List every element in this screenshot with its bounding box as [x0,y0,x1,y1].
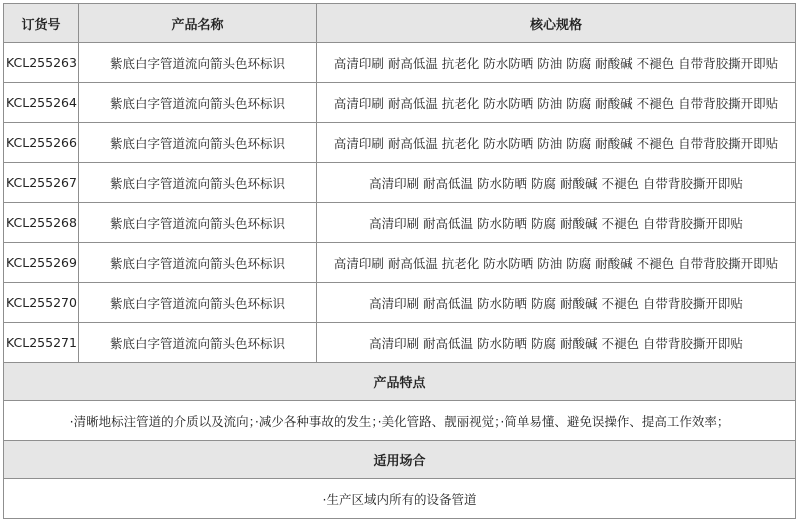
order-number-cell: KCL255267 [4,163,79,203]
product-name-cell: 紫底白字管道流向箭头色环标识 [79,83,317,123]
product-name-cell: 紫底白字管道流向箭头色环标识 [79,163,317,203]
features-title: 产品特点 [4,363,796,401]
table-header-row [4,4,796,43]
product-name-cell: 紫底白字管道流向箭头色环标识 [79,243,317,283]
table-row [4,43,796,83]
table-row [4,243,796,283]
order-number-cell: KCL255264 [4,83,79,123]
product-name-cell: 紫底白字管道流向箭头色环标识 [79,43,317,83]
core-spec-cell: 高清印刷 耐高低温 抗老化 防水防晒 防油 防腐 耐酸碱 不褪色 自带背胶撕开即贴 [317,43,796,83]
usage-body-row [4,479,796,519]
core-spec-cell: 高清印刷 耐高低温 防水防晒 防腐 耐酸碱 不褪色 自带背胶撕开即贴 [317,323,796,363]
table-row [4,203,796,243]
features-body-row [4,401,796,441]
usage-title: 适用场合 [4,441,796,479]
table-row [4,83,796,123]
order-number-cell: KCL255270 [4,283,79,323]
order-number-cell: KCL255268 [4,203,79,243]
core-spec-cell: 高清印刷 耐高低温 抗老化 防水防晒 防油 防腐 耐酸碱 不褪色 自带背胶撕开即贴 [317,83,796,123]
product-name-cell: 紫底白字管道流向箭头色环标识 [79,323,317,363]
order-number-cell: KCL255263 [4,43,79,83]
order-number-cell: KCL255269 [4,243,79,283]
core-spec-cell: 高清印刷 耐高低温 抗老化 防水防晒 防油 防腐 耐酸碱 不褪色 自带背胶撕开即贴 [317,123,796,163]
features-text: ·清晰地标注管道的介质以及流向；·减少各种事故的发生；·美化管路、靓丽视觉；·简单易懂、避免误操作、提高工作效率； [4,401,796,441]
table-row [4,163,796,203]
features-title-row [4,363,796,401]
table-row [4,323,796,363]
product-name-cell: 紫底白字管道流向箭头色环标识 [79,123,317,163]
header-core-spec: 核心规格 [317,4,796,43]
core-spec-cell: 高清印刷 耐高低温 防水防晒 防腐 耐酸碱 不褪色 自带背胶撕开即贴 [317,283,796,323]
core-spec-cell: 高清印刷 耐高低温 防水防晒 防腐 耐酸碱 不褪色 自带背胶撕开即贴 [317,163,796,203]
product-name-cell: 紫底白字管道流向箭头色环标识 [79,203,317,243]
order-number-cell: KCL255266 [4,123,79,163]
header-product-name: 产品名称 [79,4,317,43]
product-spec-table [3,3,796,519]
core-spec-cell: 高清印刷 耐高低温 抗老化 防水防晒 防油 防腐 耐酸碱 不褪色 自带背胶撕开即贴 [317,243,796,283]
header-order-number: 订货号 [4,4,79,43]
usage-text: ·生产区域内所有的设备管道 [4,479,796,519]
order-number-cell: KCL255271 [4,323,79,363]
core-spec-cell: 高清印刷 耐高低温 防水防晒 防腐 耐酸碱 不褪色 自带背胶撕开即贴 [317,203,796,243]
usage-title-row [4,441,796,479]
table-row [4,283,796,323]
table-row [4,123,796,163]
product-name-cell: 紫底白字管道流向箭头色环标识 [79,283,317,323]
